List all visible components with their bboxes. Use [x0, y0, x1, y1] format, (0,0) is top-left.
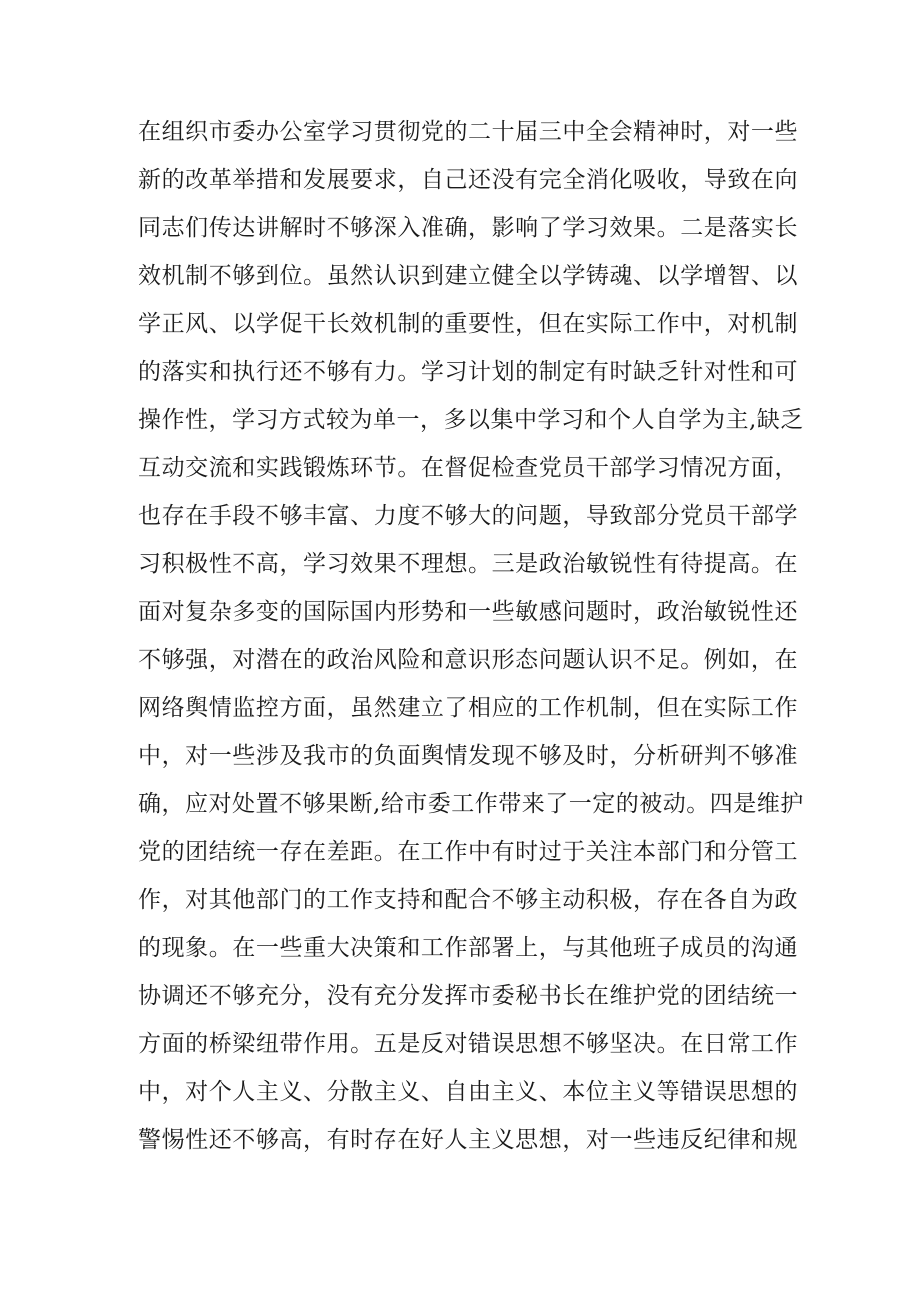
text-line: 作，对其他部门的工作支持和配合不够主动积极，存在各自为政	[138, 887, 798, 913]
text-line: 面对复杂多变的国际国内形势和一些敏感问题时，政治敏锐性还	[138, 599, 798, 625]
text-line: 的落实和执行还不够有力。学习计划的制定有时缺乏针对性和可	[138, 359, 798, 385]
text-line: 不够强，对潜在的政治风险和意识形态问题认识不足。例如，在	[138, 647, 798, 673]
text-line: 党的团结统一存在差距。在工作中有时过于关注本部门和分管工	[138, 839, 798, 865]
text-line: 效机制不够到位。虽然认识到建立健全以学铸魂、以学增智、以	[138, 263, 798, 289]
text-line: 也存在手段不够丰富、力度不够大的问题，导致部分党员干部学	[138, 503, 798, 529]
text-line: 习积极性不高，学习效果不理想。三是政治敏锐性有待提高。在	[138, 551, 798, 577]
text-line: 确，应对处置不够果断,给市委工作带来了一定的被动。四是维护	[138, 791, 804, 817]
text-line: 警惕性还不够高，有时存在好人主义思想，对一些违反纪律和规	[138, 1127, 798, 1153]
text-line: 操作性，学习方式较为单一，多以集中学习和个人自学为主,缺乏	[138, 407, 804, 433]
text-line: 网络舆情监控方面，虽然建立了相应的工作机制，但在实际工作	[138, 695, 798, 721]
text-line: 协调还不够充分，没有充分发挥市委秘书长在维护党的团结统一	[138, 983, 798, 1009]
body-text	[138, 108, 804, 1164]
text-line: 的现象。在一些重大决策和工作部署上，与其他班子成员的沟通	[138, 935, 798, 961]
text-line: 学正风、以学促干长效机制的重要性，但在实际工作中，对机制	[138, 311, 798, 337]
text-line: 同志们传达讲解时不够深入准确，影响了学习效果。二是落实长	[138, 215, 798, 241]
text-line: 在组织市委办公室学习贯彻党的二十届三中全会精神时，对一些	[138, 119, 798, 145]
text-line: 中，对一些涉及我市的负面舆情发现不够及时，分析研判不够准	[138, 743, 798, 769]
text-line: 互动交流和实践锻炼环节。在督促检查党员干部学习情况方面，	[138, 455, 798, 481]
text-line: 新的改革举措和发展要求，自己还没有完全消化吸收，导致在向	[138, 167, 798, 193]
text-line: 中，对个人主义、分散主义、自由主义、本位主义等错误思想的	[138, 1079, 798, 1105]
text-line: 方面的桥梁纽带作用。五是反对错误思想不够坚决。在日常工作	[138, 1031, 798, 1057]
